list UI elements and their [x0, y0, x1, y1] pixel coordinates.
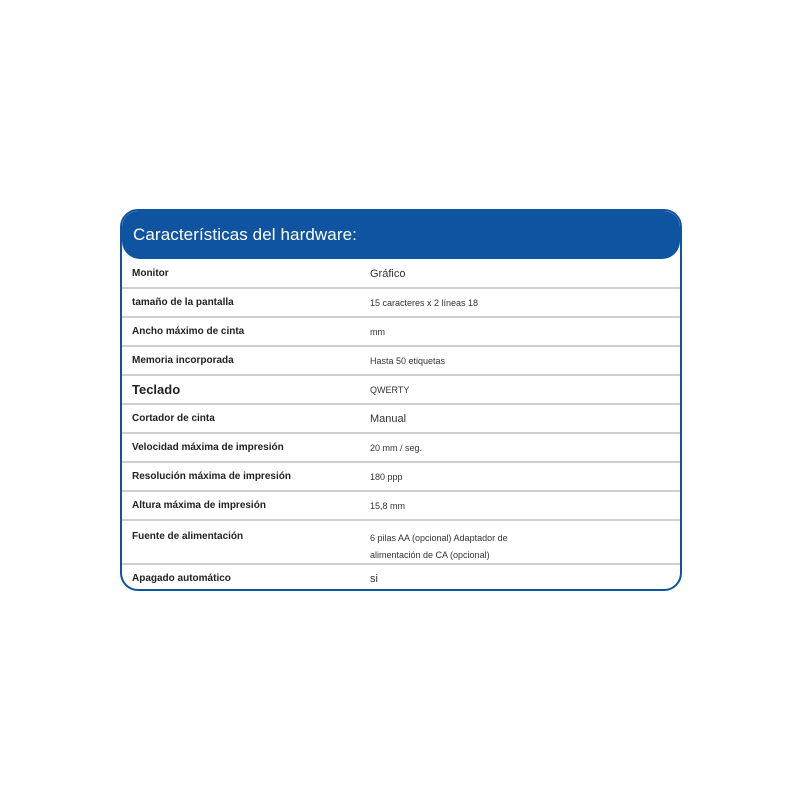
- card-title: Características del hardware:: [133, 225, 357, 244]
- spec-label: Monitor: [132, 268, 169, 279]
- spec-value: Hasta 50 etiquetas: [370, 355, 446, 366]
- spec-label: Altura máxima de impresión: [132, 500, 266, 511]
- spec-value: Gráfico: [370, 267, 406, 280]
- spec-row-memory: [122, 347, 680, 376]
- spec-label: Cortador de cinta: [132, 413, 215, 424]
- spec-value: 20 mm / seg.: [370, 442, 423, 453]
- spec-row-screen-size: [122, 289, 680, 318]
- spec-value: QWERTY: [370, 384, 410, 395]
- spec-label: Memoria incorporada: [132, 355, 234, 366]
- spec-row-monitor: [122, 260, 680, 289]
- spec-row-keyboard: [122, 376, 680, 405]
- spec-label: Fuente de alimentación: [132, 530, 244, 542]
- spec-row-tape-width: [122, 318, 680, 347]
- spec-label: Resolución máxima de impresión: [132, 471, 291, 482]
- spec-row-power-supply: [122, 521, 680, 565]
- spec-row-tape-cutter: [122, 405, 680, 434]
- spec-row-print-resolution: [122, 463, 680, 492]
- spec-label: Ancho máximo de cinta: [132, 326, 245, 337]
- spec-value: mm: [370, 326, 385, 337]
- spec-value: si: [370, 572, 378, 585]
- spec-value: 15 caracteres x 2 líneas 18: [370, 297, 479, 308]
- spec-label: tamaño de la pantalla: [132, 297, 234, 308]
- spec-label: Apagado automático: [132, 573, 231, 584]
- spec-row-auto-off: [122, 565, 680, 591]
- spec-value: 6 pilas AA (opcional) Adaptador de alimentación de CA (opcional): [370, 533, 508, 560]
- hardware-specs-card: [120, 209, 682, 591]
- spec-value: Manual: [370, 412, 407, 425]
- spec-value: 15,8 mm: [370, 500, 406, 511]
- spec-row-print-speed: [122, 434, 680, 463]
- spec-label: Velocidad máxima de impresión: [132, 442, 284, 453]
- spec-label: Teclado: [132, 382, 181, 397]
- spec-row-print-height: [122, 492, 680, 521]
- spec-value: 180 ppp: [370, 471, 403, 482]
- card-header: [122, 211, 680, 259]
- specs-table: [122, 260, 680, 591]
